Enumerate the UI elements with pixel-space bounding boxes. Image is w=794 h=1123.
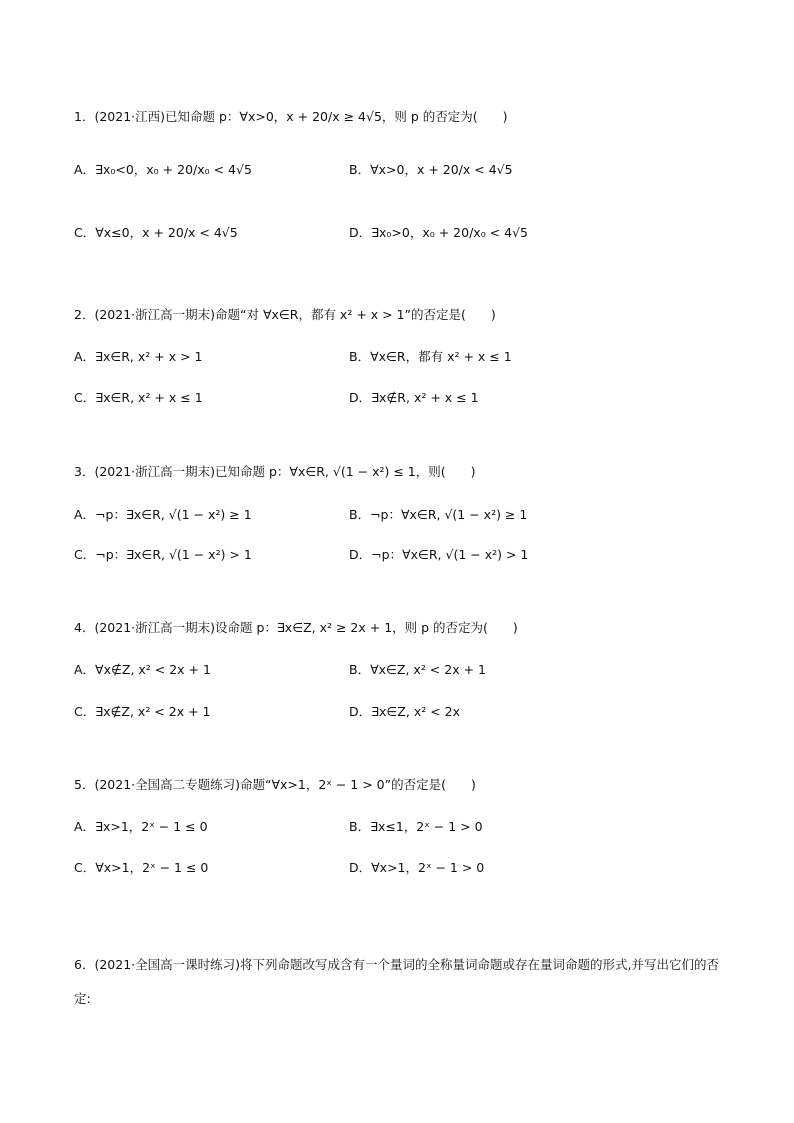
question-1-option-a: A．∃x₀<0，x₀ + 20/x₀ < 4√5 bbox=[74, 162, 252, 177]
question-5-stem: 5．(2021·全国高二专题练习)命题“∀x>1，2ˣ − 1 > 0”的否定是( ) bbox=[74, 777, 476, 792]
question-2-option-d: D．∃x∉R, x² + x ≤ 1 bbox=[349, 390, 479, 405]
question-3-option-c: C．¬p：∃x∈R, √(1 − x²) > 1 bbox=[74, 547, 252, 562]
question-2-option-c: C．∃x∈R, x² + x ≤ 1 bbox=[74, 390, 203, 405]
question-1-option-d: D．∃x₀>0，x₀ + 20/x₀ < 4√5 bbox=[349, 225, 529, 240]
question-3-option-b: B．¬p：∀x∈R, √(1 − x²) ≥ 1 bbox=[349, 507, 528, 522]
question-1-stem: 1．(2021·江西)已知命题 p：∀x>0，x + 20/x ≥ 4√5，则 p 的否定为( ) bbox=[74, 109, 508, 124]
question-1-option-b: B．∀x>0，x + 20/x < 4√5 bbox=[349, 162, 513, 177]
question-4-option-d: D．∃x∈Z, x² < 2x bbox=[349, 704, 460, 719]
question-5-option-d: D．∀x>1，2ˣ − 1 > 0 bbox=[349, 860, 485, 875]
question-5-option-b: B．∃x≤1，2ˣ − 1 > 0 bbox=[349, 819, 483, 834]
question-3-option-d: D．¬p：∀x∈R, √(1 − x²) > 1 bbox=[349, 547, 529, 562]
question-3-option-a: A．¬p：∃x∈R, √(1 − x²) ≥ 1 bbox=[74, 507, 252, 522]
question-4-stem: 4．(2021·浙江高一期末)设命题 p：∃x∈Z, x² ≥ 2x + 1，则 p 的否定为( ) bbox=[74, 620, 518, 635]
question-2-option-b: B．∀x∈R，都有 x² + x ≤ 1 bbox=[349, 349, 512, 364]
question-3-stem: 3．(2021·浙江高一期末)已知命题 p：∀x∈R, √(1 − x²) ≤ 1，则( ) bbox=[74, 464, 476, 479]
question-5-option-c: C．∀x>1，2ˣ − 1 ≤ 0 bbox=[74, 860, 209, 875]
question-6-stem: 6．(2021·全国高一课时练习)将下列命题改写成含有一个量词的全称量词命题或存在量词命题的形式,并写出它们的否定: bbox=[74, 957, 719, 1006]
question-5-option-a: A．∃x>1，2ˣ − 1 ≤ 0 bbox=[74, 819, 208, 834]
question-4-option-c: C．∃x∉Z, x² < 2x + 1 bbox=[74, 704, 211, 719]
question-2-option-a: A．∃x∈R, x² + x > 1 bbox=[74, 349, 203, 364]
question-4-option-b: B．∀x∈Z, x² < 2x + 1 bbox=[349, 662, 486, 677]
question-1-option-c: C．∀x≤0，x + 20/x < 4√5 bbox=[74, 225, 238, 240]
question-4-option-a: A．∀x∉Z, x² < 2x + 1 bbox=[74, 662, 211, 677]
question-2-stem: 2．(2021·浙江高一期末)命题“对 ∀x∈R，都有 x² + x > 1”的否定是( ) bbox=[74, 307, 496, 322]
